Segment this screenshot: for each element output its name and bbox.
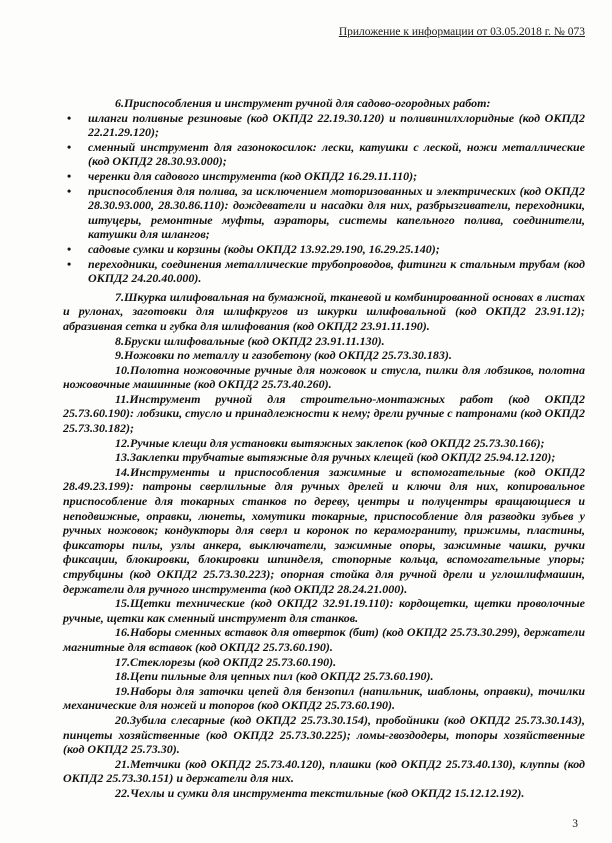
paragraph-number: 8. — [115, 333, 124, 348]
paragraph-number: 7. — [115, 289, 124, 304]
paragraph-number: 15. — [115, 596, 130, 611]
paragraph-text: Чехлы и сумки для инструмента текстильные (код ОКПД2 15.12.12.192). — [130, 785, 525, 800]
bullet-list — [63, 111, 585, 286]
paragraph-number: 16. — [115, 625, 130, 640]
bullet-text: шланги поливные резиновые (код ОКПД2 22.19.30.120) и поливинилхлоридные (код ОКПД2 22.21.29.120); — [88, 110, 585, 140]
bullet-text: садовые сумки и корзины (коды ОКПД2 13.92.29.190, 16.29.25.140); — [88, 241, 440, 256]
numbered-paragraph — [63, 669, 585, 684]
page-number: 3 — [572, 818, 578, 830]
numbered-paragraph — [63, 348, 585, 363]
paragraph-text: Полотна ножовочные ручные для ножовок и стусла, пилки для лобзиков, полотна ножовочные машинные (код ОКПД2 25.73.40.260). — [63, 362, 585, 392]
paragraph-text: Шкурка шлифовальная на бумажной, тканевой и комбинированной основах в листах и рулонах, заготовки для шлифкругов из шкурки шлифовальной (код ОКПД2 23.91.12); абразивная сетка и губка для шлифования (код ОКПД2 23.91.11.190). — [63, 289, 585, 333]
paragraph-text: Стеклорезы (код ОКПД2 25.73.60.190). — [130, 654, 337, 669]
numbered-paragraph — [63, 392, 585, 436]
paragraph-text: Инструмент ручной для строительно-монтажных работ (код ОКПД2 25.73.60.190): лобзики, стусло и принадлежности к нему; дрели ручные с патронами (код ОКПД2 25.73.30.182); — [63, 391, 585, 436]
numbered-paragraph — [63, 334, 585, 349]
paragraph-text: Бруски шлифовальные (код ОКПД2 23.91.11.130). — [124, 333, 385, 348]
bullet-text: черенки для садового инструмента (код ОКПД2 16.29.11.110); — [88, 168, 418, 183]
bullet-text: приспособления для полива, за исключением моторизованных и электрических (код ОКПД2 28.30.93.000, 28.30.86.110): дождеватели и насадки для них, разбрызгиватели, переходники, штуцеры, ремонтные муфты, аэраторы, системы капельного полива, соединители, катушки для шлангов; — [88, 183, 585, 242]
paragraph-number: 13. — [115, 450, 130, 465]
numbered-paragraph — [63, 757, 585, 786]
paragraph-number: 22. — [115, 785, 130, 800]
numbered-paragraph — [63, 684, 585, 713]
section-6-heading — [63, 96, 585, 111]
bullet-item — [63, 111, 585, 140]
numbered-paragraph — [63, 290, 585, 334]
bullet-item — [63, 257, 585, 286]
numbered-paragraph — [63, 786, 585, 801]
paragraph-number: 19. — [115, 683, 130, 698]
section-number: 6. — [115, 96, 124, 110]
numbered-paragraph — [63, 465, 585, 596]
paragraph-text: Зубила слесарные (код ОКПД2 25.73.30.154), пробойники (код ОКПД2 25.73.30.143), пинцеты хозяйственные (код ОКПД2 25.73.30.225); ломы-гвоздодеры, топоры хозяйственные (код ОКПД2 25.73.30). — [63, 712, 585, 757]
paragraph-number: 21. — [115, 756, 130, 771]
numbered-paragraph — [63, 596, 585, 625]
paragraph-number: 9. — [115, 348, 124, 363]
bullet-item — [63, 184, 585, 242]
bullet-item — [63, 140, 585, 169]
numbered-paragraph — [63, 363, 585, 392]
paragraph-text: Заклепки трубчатые вытяжные для ручных клещей (код ОКПД2 25.94.12.120); — [130, 450, 556, 465]
paragraph-text: Инструменты и приспособления зажимные и вспомогательные (код ОКПД2 28.49.23.199): патроны сверлильные для ручных дрелей и ключи для них, копировальное приспособление для токарных станков по дереву, центры и полуцентры вращающиеся и неподвижные, оправки, люнеты, хомутики токарные, приспособление для разводки зубьев у ручных ножовок; кондукторы для сверл и коронок по керамограниту, прижимы, пластины, фиксаторы пилы, узлы анкера, выключатели, зажимные опоры, зажимные чашки, ручки фиксации, блокировки, блокировки шпинделя, стопорные кольца, вспомогательные упоры; струбцины (код ОКПД2 25.73.30.223); опорная стойка для ручной дрели и углошлифмашин, держатели для ручного инструмента (код ОКПД2 28.24.21.000). — [63, 464, 585, 596]
paragraph-text: Цепи пильные для цепных пил (код ОКПД2 25.73.60.190). — [130, 669, 434, 684]
numbered-paragraph — [63, 625, 585, 654]
paragraph-number: 18. — [115, 669, 130, 684]
paragraph-number: 10. — [115, 362, 130, 377]
paragraph-number: 12. — [115, 435, 130, 450]
paragraph-number: 17. — [115, 654, 130, 669]
numbered-paragraphs — [63, 290, 585, 801]
paragraph-number: 20. — [115, 712, 130, 727]
bullet-item — [63, 242, 585, 257]
bullet-text: переходники, соединения металлические трубопроводов, фитинги к стальным трубам (код ОКПД2 24.20.40.000). — [88, 256, 585, 286]
numbered-paragraph — [63, 655, 585, 670]
bullet-item — [63, 169, 585, 184]
paragraph-text: Наборы сменных вставок для отверток (бит) (код ОКПД2 25.73.30.299), держатели магнитные для вставок (код ОКПД2 25.73.60.190). — [63, 625, 585, 654]
paragraph-text: Метчики (код ОКПД2 25.73.40.120), плашки (код ОКПД2 25.73.40.130), клуппы (код ОКПД2 25.73.30.151) и держатели для них. — [63, 756, 585, 786]
paragraph-text: Наборы для заточки цепей для бензопил (напильник, шаблоны, оправки), точилки механические для ножей и топоров (код ОКПД2 25.73.60.190). — [63, 683, 585, 713]
paragraph-text: Щетки технические (код ОКПД2 32.91.19.110): кордощетки, щетки проволочные ручные, щетки как сменный инструмент для станков. — [63, 596, 585, 625]
paragraph-text: Ручные клещи для установки вытяжных заклепок (код ОКПД2 25.73.30.166); — [130, 435, 545, 450]
numbered-paragraph — [63, 436, 585, 451]
paragraph-number: 14. — [115, 464, 130, 479]
paragraph-text: Ножовки по металлу и газобетону (код ОКПД2 25.73.30.183). — [124, 348, 452, 363]
document-content — [63, 96, 585, 801]
section-title: Приспособления и инструмент ручной для садово-огородных работ: — [124, 96, 491, 110]
numbered-paragraph — [63, 450, 585, 465]
bullet-text: сменный инструмент для газонокосилок: лески, катушки с леской, ножи металлические (код ОКПД2 28.30.93.000); — [88, 139, 585, 169]
numbered-paragraph — [63, 713, 585, 757]
paragraph-number: 11. — [115, 391, 130, 406]
appendix-header: Приложение к информации от 03.05.2018 г. № 073 — [338, 26, 585, 38]
